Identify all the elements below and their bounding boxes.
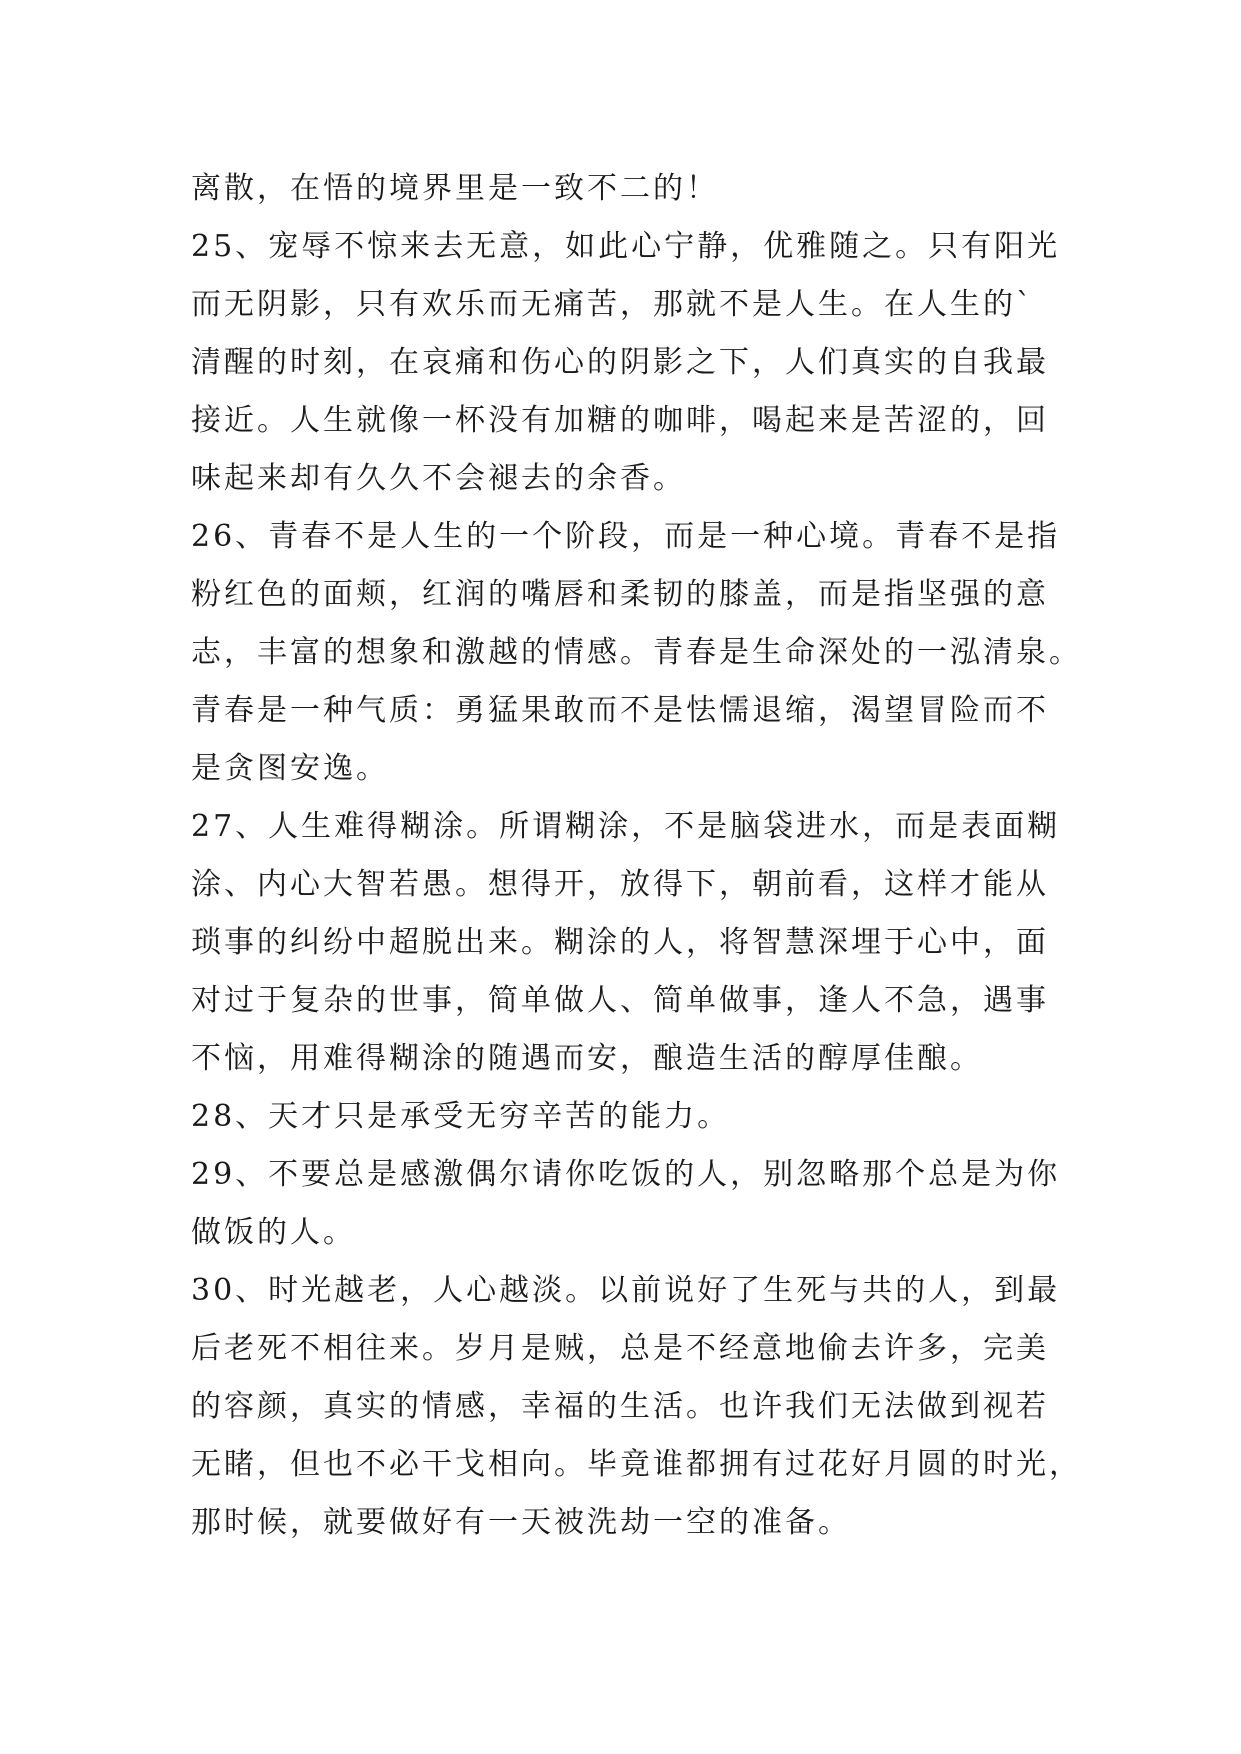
paragraph-28 (191, 1088, 1061, 1146)
text-line: 志，丰富的想象和激越的情感。青春是生命深处的一泓清泉。 (191, 635, 1082, 670)
text-line: 是贪图安逸。 (191, 751, 389, 786)
text-line: 29、不要总是感激偶尔请你吃饭的人，别忽略那个总是为你 (191, 1157, 1061, 1192)
paragraph-24-continuation (191, 160, 1061, 218)
text-line: 涂、内心大智若愚。想得开，放得下，朝前看，这样才能从 (191, 867, 1049, 902)
text-line: 不恼，用难得糊涂的随遇而安，酿造生活的醇厚佳酿。 (191, 1041, 983, 1076)
text-line: 离散，在悟的境界里是一致不二的！ (191, 171, 719, 206)
text-line: 琐事的纠纷中超脱出来。糊涂的人，将智慧深埋于心中，面 (191, 925, 1049, 960)
paragraph-25 (191, 218, 1061, 508)
document-body (191, 160, 1082, 1552)
text-line: 28、天才只是承受无穷辛苦的能力。 (191, 1099, 731, 1134)
text-line: 无睹，但也不必干戈相向。毕竟谁都拥有过花好月圆的时光， (191, 1447, 1082, 1482)
text-line: 对过于复杂的世事，简单做人、简单做事，逢人不急，遇事 (191, 983, 1049, 1018)
text-line: 青春是一种气质：勇猛果敢而不是怯懦退缩，渴望冒险而不 (191, 693, 1049, 728)
text-line: 25、宠辱不惊来去无意，如此心宁静，优雅随之。只有阳光 (191, 229, 1061, 264)
text-line: 26、青春不是人生的一个阶段，而是一种心境。青春不是指 (191, 519, 1061, 554)
text-line: 做饭的人。 (191, 1215, 356, 1250)
paragraph-26 (191, 508, 1082, 798)
text-line: 那时候，就要做好有一天被洗劫一空的准备。 (191, 1505, 851, 1540)
text-line: 后老死不相往来。岁月是贼，总是不经意地偷去许多，完美 (191, 1331, 1049, 1366)
paragraph-29 (191, 1146, 1061, 1262)
text-line: 30、时光越老，人心越淡。以前说好了生死与共的人，到最 (191, 1273, 1061, 1308)
text-line: 27、人生难得糊涂。所谓糊涂，不是脑袋进水，而是表面糊 (191, 809, 1061, 844)
text-line: 清醒的时刻，在哀痛和伤心的阴影之下，人们真实的自我最 (191, 345, 1049, 380)
text-line: 粉红色的面颊，红润的嘴唇和柔韧的膝盖，而是指坚强的意 (191, 577, 1049, 612)
text-line: 而无阴影，只有欢乐而无痛苦，那就不是人生。在人生的` (191, 287, 1034, 322)
paragraph-30 (191, 1262, 1082, 1552)
text-line: 味起来却有久久不会褪去的余香。 (191, 461, 686, 496)
paragraph-27 (191, 798, 1061, 1088)
text-line: 的容颜，真实的情感，幸福的生活。也许我们无法做到视若 (191, 1389, 1049, 1424)
text-line: 接近。人生就像一杯没有加糖的咖啡，喝起来是苦涩的，回 (191, 403, 1049, 438)
